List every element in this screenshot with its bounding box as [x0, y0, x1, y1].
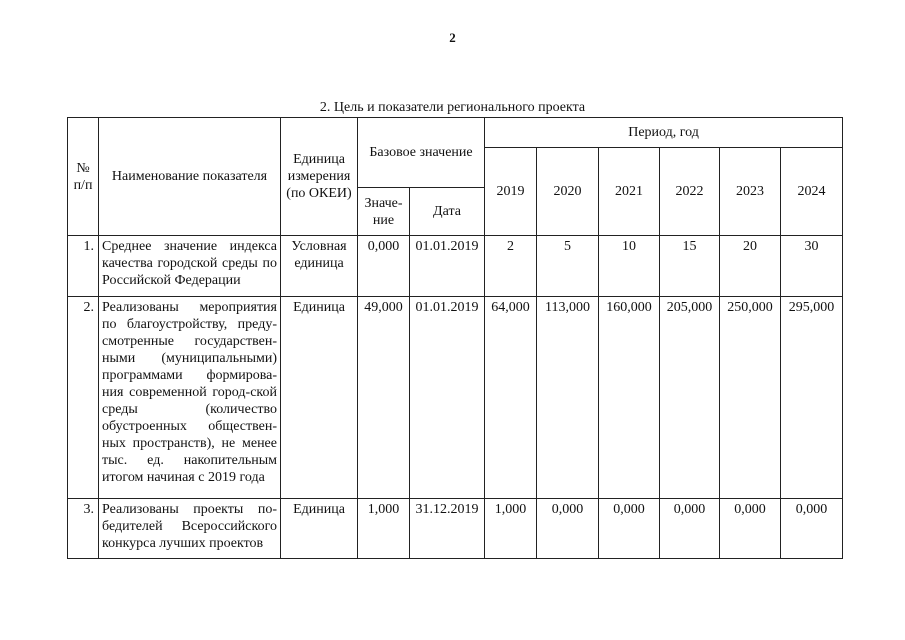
row-name: Среднее значение индекса качества городской среды по Российской Федерации — [99, 236, 281, 297]
header-year-2023: 2023 — [720, 148, 781, 236]
header-base-date: Дата — [410, 188, 485, 236]
section-title: 2. Цель и показатели регионального проекта — [319, 100, 586, 115]
row-unit: Единица — [281, 297, 358, 499]
row-base-value: 0,000 — [358, 236, 410, 297]
header-unit: Единица измерения (по ОКЕИ) — [281, 118, 358, 236]
row-year-2022: 0,000 — [660, 499, 720, 559]
header-row-1 — [68, 118, 843, 148]
row-year-2023: 250,000 — [720, 297, 781, 499]
row-base-value: 49,000 — [358, 297, 410, 499]
row-base-value: 1,000 — [358, 499, 410, 559]
row-year-2021: 160,000 — [599, 297, 660, 499]
row-year-2021: 0,000 — [599, 499, 660, 559]
header-base: Базовое значение — [358, 118, 485, 188]
page-number: 2 — [449, 30, 456, 45]
row-year-2023: 20 — [720, 236, 781, 297]
row-year-2021: 10 — [599, 236, 660, 297]
header-period: Период, год — [485, 118, 843, 148]
row-year-2024: 0,000 — [781, 499, 843, 559]
row-base-date: 01.01.2019 — [410, 297, 485, 499]
row-base-date: 31.12.2019 — [410, 499, 485, 559]
header-year-2019: 2019 — [485, 148, 537, 236]
table-row — [68, 236, 843, 297]
row-year-2020: 5 — [537, 236, 599, 297]
row-year-2020: 113,000 — [537, 297, 599, 499]
header-num: № п/п — [68, 118, 99, 236]
table-row — [68, 297, 843, 499]
indicators-table — [67, 117, 843, 559]
header-base-value: Значе-ние — [358, 188, 410, 236]
row-year-2022: 205,000 — [660, 297, 720, 499]
row-name: Реализованы мероприятия по благоустройству, преду-смотренные государствен-ными (муниципальными) программами формирова-ния современной город-ской среды (количество обустроенных обществен-ных пространств), не менее тыс. ед. накопительным итогом начиная с 2019 года — [99, 297, 281, 499]
row-year-2020: 0,000 — [537, 499, 599, 559]
row-base-date: 01.01.2019 — [410, 236, 485, 297]
row-year-2019: 64,000 — [485, 297, 537, 499]
row-unit: Условная единица — [281, 236, 358, 297]
header-year-2020: 2020 — [537, 148, 599, 236]
row-name: Реализованы проекты по-бедителей Всероссийского конкурса лучших проектов — [99, 499, 281, 559]
header-name: Наименование показателя — [99, 118, 281, 236]
row-num: 3. — [68, 499, 99, 559]
row-year-2023: 0,000 — [720, 499, 781, 559]
row-year-2019: 2 — [485, 236, 537, 297]
row-unit: Единица — [281, 499, 358, 559]
row-year-2024: 30 — [781, 236, 843, 297]
header-year-2022: 2022 — [660, 148, 720, 236]
header-year-2024: 2024 — [781, 148, 843, 236]
table-row — [68, 499, 843, 559]
row-num: 2. — [68, 297, 99, 499]
row-year-2024: 295,000 — [781, 297, 843, 499]
row-year-2019: 1,000 — [485, 499, 537, 559]
header-year-2021: 2021 — [599, 148, 660, 236]
row-year-2022: 15 — [660, 236, 720, 297]
row-num: 1. — [68, 236, 99, 297]
